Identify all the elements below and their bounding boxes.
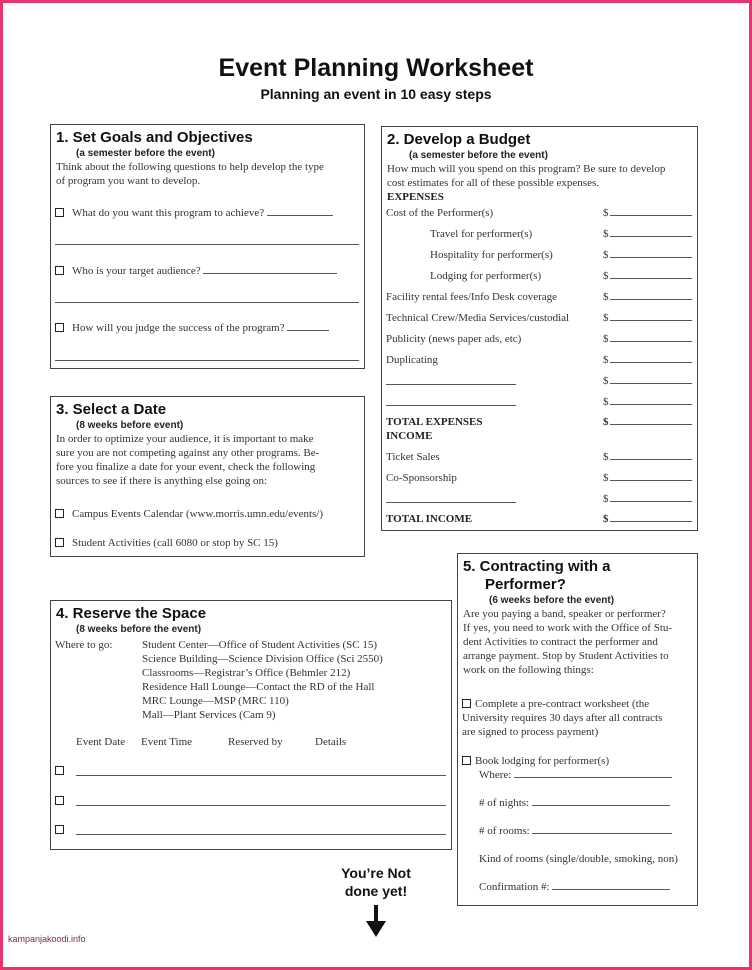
income-other-line[interactable]	[386, 502, 516, 503]
amount-field[interactable]: $	[603, 353, 692, 367]
answer-line[interactable]	[55, 244, 359, 245]
amount-field[interactable]: $	[603, 311, 692, 325]
column-event-date: Event Date	[76, 736, 126, 748]
goals-question-audience: Who is your target audience?	[55, 264, 337, 278]
place-mall: Mall—Plant Services (Cam 9)	[142, 709, 276, 721]
total-income-amount[interactable]: $	[603, 512, 692, 526]
section-date-p1: In order to optimize your audience, it is important to make	[56, 433, 314, 445]
section-contracting-timing: (6 weeks before the event)	[489, 595, 615, 606]
checkbox[interactable]	[55, 766, 64, 775]
contract-worksheet-text-2: University requires 30 days after all contracts	[462, 712, 663, 724]
section-date-timing: (8 weeks before event)	[76, 420, 184, 431]
section-budget-heading: 2. Develop a Budget	[387, 131, 531, 148]
checkbox[interactable]	[55, 509, 64, 518]
section-contracting-p4: arrange payment. Stop by Student Activities to	[463, 650, 669, 662]
section-contracting-p5: work on the following things:	[463, 664, 594, 676]
expense-facility: Facility rental fees/Info Desk coverage	[386, 291, 558, 303]
amount-field[interactable]: $	[603, 269, 692, 283]
section-goals-timing: (a semester before the event)	[76, 148, 215, 159]
section-date-p3: fore you finalize a date for your event, check the following	[56, 461, 316, 473]
lodging-nights: # of nights:	[479, 796, 670, 810]
arrow-down-icon	[366, 905, 386, 937]
amount-field[interactable]: $	[603, 248, 692, 262]
page-title: Event Planning Worksheet	[218, 54, 534, 82]
section-date-p4: sources to see if there is anything else going on:	[56, 475, 268, 487]
expense-publicity: Publicity (news paper ads, etc)	[386, 333, 522, 345]
answer-line[interactable]	[552, 880, 670, 890]
place-science-building: Science Building—Science Division Office (Sci 2550)	[142, 653, 383, 665]
section-budget-timing: (a semester before the event)	[409, 150, 548, 161]
expenses-label: EXPENSES	[387, 191, 444, 203]
goals-question-achieve: What do you want this program to achieve?	[55, 206, 333, 220]
contract-worksheet-text-3: are signed to process payment)	[462, 726, 599, 738]
where-to-go-label: Where to go:	[55, 639, 113, 651]
income-label: INCOME	[386, 430, 433, 442]
place-mrc-lounge: MRC Lounge—MSP (MRC 110)	[142, 695, 289, 707]
section-goals-heading: 1. Set Goals and Objectives	[56, 129, 253, 146]
section-contracting-heading-2: Performer?	[485, 576, 566, 593]
section-date-heading: 3. Select a Date	[56, 401, 167, 418]
checkbox[interactable]	[55, 825, 64, 834]
section-contracting-heading-1: 5. Contracting with a	[463, 558, 611, 575]
section-goals-intro-2: of program you want to develop.	[56, 175, 201, 187]
section-goals-intro-1: Think about the following questions to help develop the type	[56, 161, 324, 173]
lodging-confirmation: Confirmation #:	[479, 880, 670, 894]
answer-line[interactable]	[267, 206, 333, 216]
reservation-row	[55, 794, 72, 808]
checkbox[interactable]	[55, 266, 64, 275]
checkbox[interactable]	[55, 208, 64, 217]
answer-line[interactable]	[514, 768, 672, 778]
section-contracting-p3: dent Activities to contract the performer and	[463, 636, 658, 648]
section-budget-intro-1: How much will you spend on this program? Be sure to develop	[387, 163, 666, 175]
amount-field[interactable]: $	[603, 227, 692, 241]
reservation-line[interactable]	[76, 834, 446, 835]
place-residence-hall: Residence Hall Lounge—Contact the RD of the Hall	[142, 681, 375, 693]
date-check-student-activities: Student Activities (call 6080 or stop by SC 15)	[55, 536, 278, 550]
column-reserved-by: Reserved by	[228, 736, 283, 748]
answer-line[interactable]	[532, 824, 672, 834]
lodging-rooms: # of rooms:	[479, 824, 672, 838]
expense-travel: Travel for performer(s)	[430, 228, 533, 240]
contract-check-worksheet: Complete a pre-contract worksheet (the	[462, 697, 649, 711]
checkbox[interactable]	[462, 699, 471, 708]
reservation-row	[55, 823, 72, 837]
reservation-line[interactable]	[76, 775, 446, 776]
answer-line[interactable]	[532, 796, 670, 806]
expense-duplicating: Duplicating	[386, 354, 438, 366]
expense-other-line[interactable]	[386, 405, 516, 406]
answer-line[interactable]	[203, 264, 337, 274]
amount-field[interactable]: $	[603, 450, 692, 464]
reservation-line[interactable]	[76, 805, 446, 806]
amount-field[interactable]: $	[603, 206, 692, 220]
reservation-row	[55, 764, 72, 778]
expense-lodging: Lodging for performer(s)	[430, 270, 542, 282]
column-event-time: Event Time	[141, 736, 193, 748]
checkbox[interactable]	[55, 538, 64, 547]
total-expenses-label: TOTAL EXPENSES	[386, 416, 483, 428]
expense-performer: Cost of the Performer(s)	[386, 207, 494, 219]
checkbox[interactable]	[55, 323, 64, 332]
expense-other-line[interactable]	[386, 384, 516, 385]
lodging-kind-of-rooms: Kind of rooms (single/double, smoking, non)	[479, 853, 678, 865]
expense-technical: Technical Crew/Media Services/custodial	[386, 312, 570, 324]
column-details: Details	[315, 736, 347, 748]
goals-question-success: How will you judge the success of the program?	[55, 321, 329, 335]
place-classrooms: Classrooms—Registrar’s Office (Behmler 212)	[142, 667, 351, 679]
section-date-p2: sure you are not competing against any other programs. Be-	[56, 447, 320, 459]
section-budget-intro-2: cost estimates for all of these possible expenses.	[387, 177, 600, 189]
amount-field[interactable]: $	[603, 395, 692, 409]
amount-field[interactable]: $	[603, 332, 692, 346]
section-contracting-p1: Are you paying a band, speaker or performer?	[463, 608, 666, 620]
expense-hospitality: Hospitality for performer(s)	[430, 249, 553, 261]
place-student-center: Student Center—Office of Student Activities (SC 15)	[142, 639, 378, 651]
section-space-heading: 4. Reserve the Space	[56, 605, 207, 622]
total-expenses-amount[interactable]: $	[603, 415, 692, 429]
lodging-where: Where:	[479, 768, 672, 782]
amount-field[interactable]: $	[603, 492, 692, 506]
answer-line[interactable]	[287, 321, 329, 331]
amount-field[interactable]: $	[603, 374, 692, 388]
page-subtitle: Planning an event in 10 easy steps	[260, 86, 492, 102]
total-income-label: TOTAL INCOME	[386, 513, 473, 525]
contract-check-lodging: Book lodging for performer(s)	[462, 754, 609, 768]
section-contracting-p2: If yes, you need to work with the Office of Stu-	[463, 622, 673, 634]
watermark: kampanjakoodi.info	[8, 934, 86, 944]
checkbox[interactable]	[462, 756, 471, 765]
not-done-message: You’re Not done yet!	[341, 865, 411, 899]
section-date	[50, 396, 365, 557]
answer-line[interactable]	[55, 360, 359, 361]
section-space-timing: (8 weeks before the event)	[76, 624, 202, 635]
amount-field[interactable]: $	[603, 290, 692, 304]
income-ticket-sales: Ticket Sales	[386, 451, 440, 463]
checkbox[interactable]	[55, 796, 64, 805]
date-check-calendar: Campus Events Calendar (www.morris.umn.edu/events/)	[55, 507, 323, 521]
amount-field[interactable]: $	[603, 471, 692, 485]
income-cosponsorship: Co-Sponsorship	[386, 472, 457, 484]
answer-line[interactable]	[55, 302, 359, 303]
